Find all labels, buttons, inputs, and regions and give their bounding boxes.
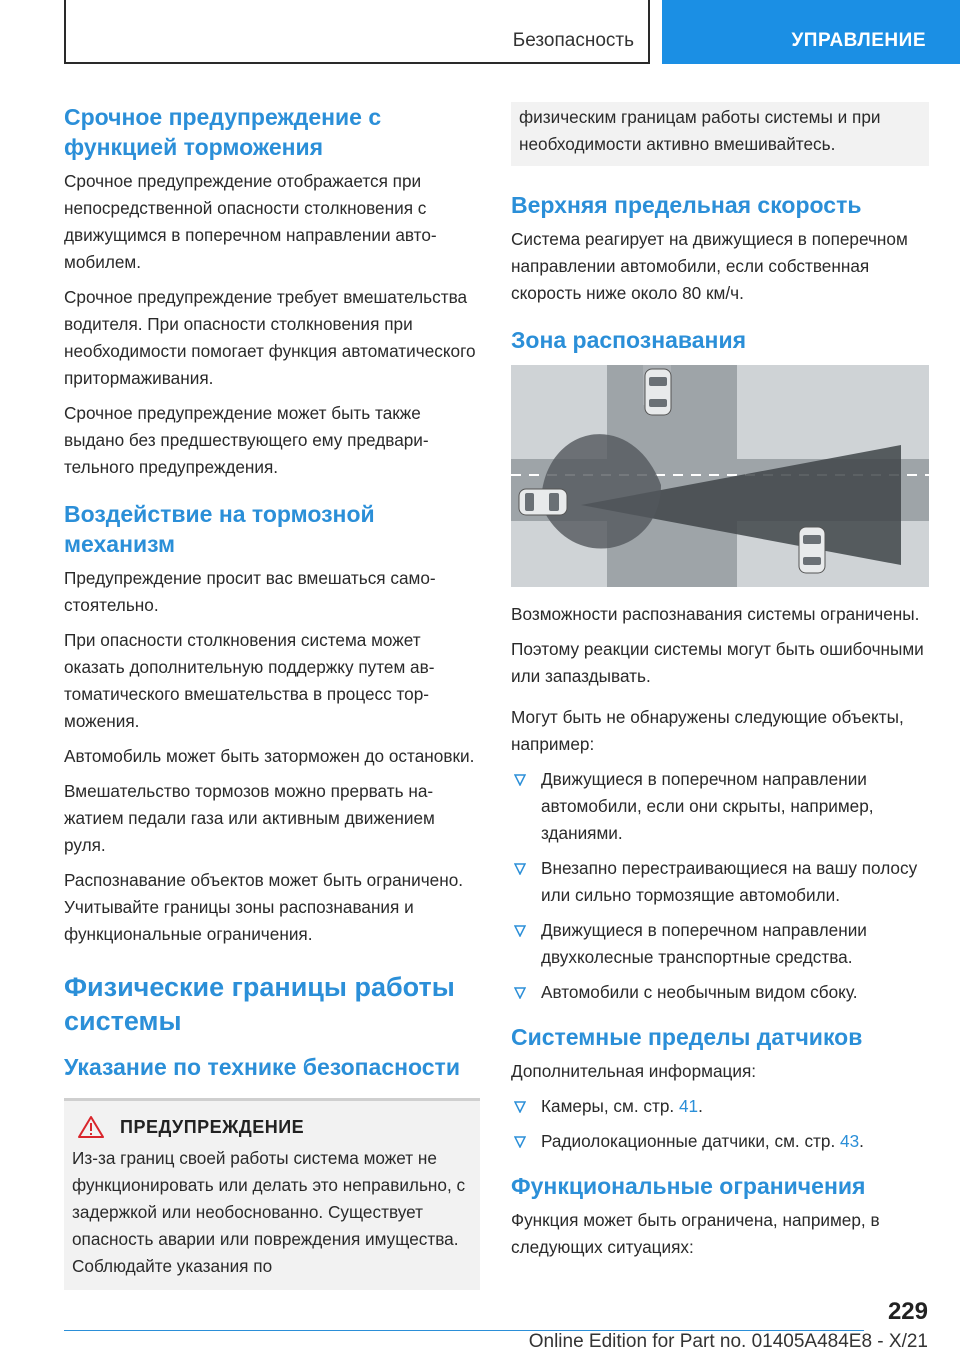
chapter-tab[interactable] <box>662 0 960 64</box>
heading-upper-speed: Верхняя предельная скорость <box>511 192 862 218</box>
paragraph: Поэтому реакции системы могут быть ошибочными или запаздывать. <box>511 639 924 686</box>
list-item: Внезапно перестраивающиеся на вашу полосу или сильно тормозящие автомобили. <box>511 855 929 909</box>
car-icon <box>799 527 825 573</box>
paragraph: Срочное предупреждение может быть также выдано без предшествующего ему предварительного предупреждения. <box>64 403 429 477</box>
paragraph: Распознавание объектов может быть ограничено. Учитывайте границы зоны распознавания и функциональные ограничения. <box>64 870 464 944</box>
heading-brake-intervention: Воздействие на тормозной механизм <box>64 501 375 557</box>
paragraph: Предупреждение просит вас вмешаться самостоятельно. <box>64 568 436 615</box>
warning-triangle-icon <box>78 1115 104 1139</box>
list-item: Радиолокационные датчики, см. стр. 43. <box>511 1128 929 1155</box>
warning-header <box>72 1115 472 1139</box>
paragraph: Функция может быть ограничена, например, в следующих ситуациях: <box>511 1210 880 1257</box>
page-link-radar[interactable]: 43 <box>840 1131 860 1151</box>
page-number: 229 <box>887 1298 928 1325</box>
heading-safety-note: Указание по технике безопасности <box>64 1054 460 1080</box>
bullet-triangle-icon <box>514 987 526 999</box>
paragraph: Могут быть не обнаружены следующие объекты, например: <box>511 707 904 754</box>
warning-continuation <box>511 102 929 166</box>
undetected-objects-list <box>511 766 929 1006</box>
chapter-tab-label: УПРАВЛЕНИЕ <box>791 30 926 51</box>
page-link-cameras[interactable]: 41 <box>678 1096 699 1116</box>
heading-sensor-limits: Системные пределы датчиков <box>511 1024 863 1050</box>
paragraph: Автомобиль может быть заторможен до остановки. <box>64 746 475 766</box>
footer-edition: Online Edition for Part no. 01405A484E8 - X/21 <box>528 1331 928 1352</box>
sensor-list <box>511 1093 929 1155</box>
list-item: Камеры, см. стр. 41. <box>511 1093 929 1120</box>
bullet-triangle-icon <box>514 925 526 937</box>
car-icon <box>519 489 567 515</box>
bullet-triangle-icon <box>514 1136 526 1148</box>
paragraph: При опасности столкновения система может оказать дополнительную поддержку путем автоматического вмешательства в процесс торможения. <box>64 630 435 731</box>
list-item: Автомобили с необычным видом сбоку. <box>511 979 929 1006</box>
bullet-triangle-icon <box>514 1101 526 1113</box>
paragraph: Срочное предупреждение отображается при непосредственной опасности столкновения с движущимся в поперечном направлении автомобилем. <box>64 171 437 272</box>
warning-text: Из-за границ своей работы система может не функционировать или делать это неправильно, с задержкой или необоснованно. Существует опасность аварии или повреждения имущества. Соблюдайте указания по <box>72 1148 466 1276</box>
list-item: Движущиеся в поперечном направлении автомобили, если они скрыты, например, зданиями. <box>511 766 929 847</box>
heading-detection-zone: Зона распознавания <box>511 327 746 353</box>
list-item: Движущиеся в поперечном направлении двухколесные транспортные средства. <box>511 917 929 971</box>
paragraph: Дополнительная информация: <box>511 1061 757 1081</box>
paragraph: Система реагирует на движущиеся в поперечном направлении автомобили, если собственная скорость ниже около 80 км/ч. <box>511 229 908 303</box>
paragraph: физическим границам работы системы и при необходимости активно вмешивайтесь. <box>519 107 881 154</box>
heading-functional-limits: Функциональные ограничения <box>511 1173 866 1199</box>
warning-title: ПРЕДУПРЕЖДЕНИЕ <box>120 1116 305 1137</box>
header-section-box <box>64 0 650 64</box>
heading-emergency-warning: Срочное предупреждение с функцией торможения <box>64 104 382 160</box>
car-icon <box>645 369 671 415</box>
paragraph: Срочное предупреждение требует вмешательства водителя. При опасности столкновения при необходимости помогает функция автоматического притормаживания. <box>64 287 476 388</box>
bullet-triangle-icon <box>514 774 526 786</box>
warning-box <box>64 1098 480 1290</box>
paragraph: Возможности распознавания системы ограничены. <box>511 604 920 624</box>
left-column <box>64 102 480 1290</box>
detection-zone-illustration <box>511 365 929 587</box>
paragraph: Вмешательство тормозов можно прервать нажатием педали газа или активным движением руля. <box>64 781 435 855</box>
heading-system-limits: Физические границы работы системы <box>64 972 455 1036</box>
bullet-triangle-icon <box>514 863 526 875</box>
right-column <box>511 102 929 1269</box>
section-title: Безопасность <box>512 30 634 51</box>
